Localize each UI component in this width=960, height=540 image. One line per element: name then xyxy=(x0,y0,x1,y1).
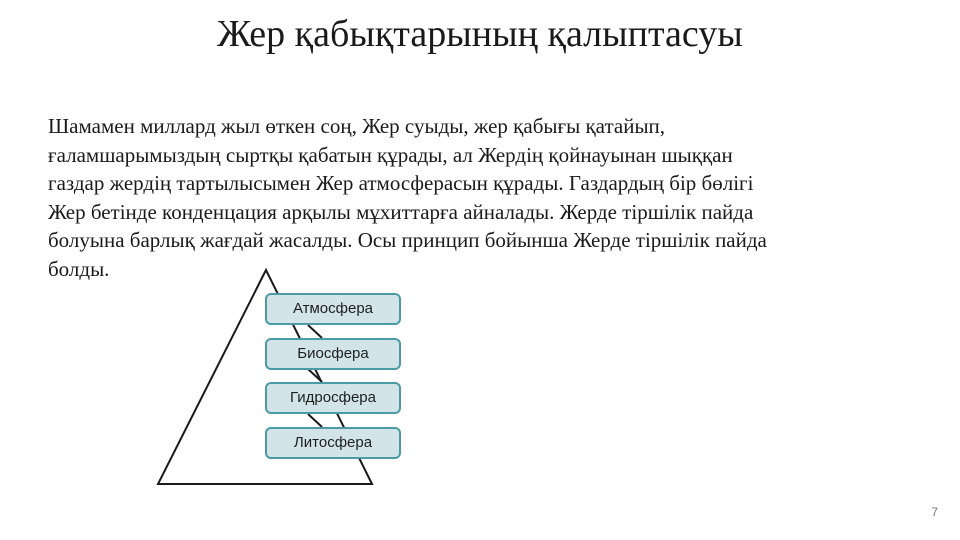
slide-title: Жер қабықтарының қалыптасуы xyxy=(217,13,743,55)
connector-line-1 xyxy=(308,325,322,338)
page-number: 7 xyxy=(931,505,938,519)
earth-layers-diagram xyxy=(150,262,420,492)
layer-box-atmosphere: Атмосфера xyxy=(265,293,401,325)
layer-box-lithosphere: Литосфера xyxy=(265,427,401,459)
layer-box-hydrosphere: Гидросфера xyxy=(265,382,401,414)
layer-box-biosphere: Биосфера xyxy=(265,338,401,370)
body-paragraph: Шамамен миллард жыл өткен соң, Жер суыды, жер қабығы қатайып, ғаламшарымыздың сыртқы қабатын құрады, ал Жердің қойнауынан шыққан газдар жердің тартылысымен Жер атмосферасын құрады. Газдардың бір бөлігі Жер бетінде конденцация арқылы мұхиттарға айналады. Жерде тіршілік пайда болуына барлық жағдай жасалды. Осы принцип бойынша Жерде тіршілік пайда болды. xyxy=(48,114,767,281)
connector-line-3 xyxy=(308,414,322,427)
